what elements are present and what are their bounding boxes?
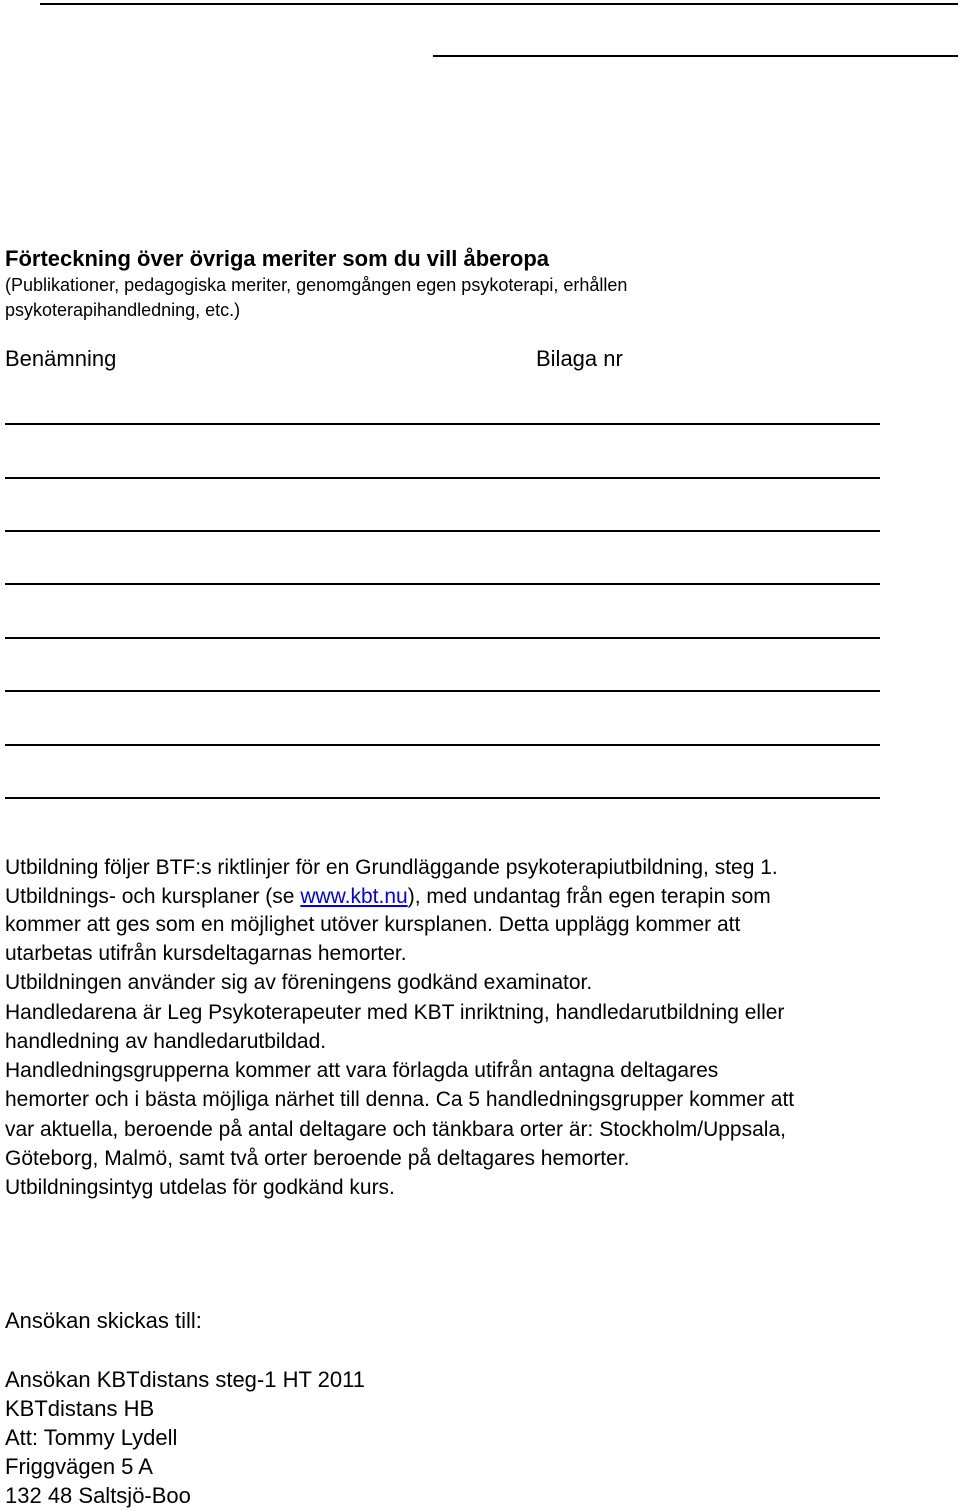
info-paragraph-3-line-1: Handledarena är Leg Psykoterapeuter med KBT inriktning, handledarutbildning eller: [5, 1001, 785, 1024]
meriter-subtitle-line-1: (Publikationer, pedagogiska meriter, genomgången egen psykoterapi, erhållen: [5, 275, 628, 295]
address-line-2: KBTdistans HB: [5, 1396, 155, 1421]
address-line-4: Friggvägen 5 A: [5, 1454, 153, 1479]
column-label-benamning: Benämning: [5, 346, 117, 371]
entry-line[interactable]: [5, 530, 880, 532]
address-line-3: Att: Tommy Lydell: [5, 1425, 178, 1450]
top-fill-line-2: [433, 55, 958, 57]
info-paragraph-4-line-2: hemorter och i bästa möjliga närhet till denna. Ca 5 handledningsgrupper kommer att: [5, 1088, 795, 1111]
meriter-subtitle-line-2: psykoterapihandledning, etc.): [5, 300, 241, 320]
address-line-1: Ansökan KBTdistans steg-1 HT 2011: [5, 1367, 365, 1392]
info-paragraph-4-line-3: var aktuella, beroende på antal deltagare och tänkbara orter är: Stockholm/Uppsala,: [5, 1118, 786, 1141]
entry-line[interactable]: [5, 423, 880, 425]
entry-line[interactable]: [5, 797, 880, 799]
entry-line[interactable]: [5, 583, 880, 585]
column-label-bilaga-nr: Bilaga nr: [536, 346, 623, 371]
entry-line[interactable]: [5, 744, 880, 746]
info-paragraph-4-line-1: Handledningsgrupperna kommer att vara förlagda utifrån antagna deltagares: [5, 1059, 719, 1082]
info-text: Utbildnings- och kursplaner (se: [5, 885, 301, 908]
info-paragraph-5: Utbildningsintyg utdelas för godkänd kurs.: [5, 1176, 395, 1199]
entry-line[interactable]: [5, 637, 880, 639]
entry-line[interactable]: [5, 477, 880, 479]
entry-line[interactable]: [5, 690, 880, 692]
meriter-heading: Förteckning över övriga meriter som du vill åberopa: [5, 246, 550, 271]
address-line-5: 132 48 Saltsjö-Boo: [5, 1483, 191, 1508]
top-fill-line-1: [40, 3, 958, 5]
info-paragraph-1-line-3: kommer att ges som en möjlighet utöver kursplanen. Detta upplägg kommer att: [5, 913, 741, 936]
info-paragraph-3-line-2: handledning av handledarutbildad.: [5, 1030, 327, 1053]
address-label: Ansökan skickas till:: [5, 1308, 202, 1333]
kbt-website-link[interactable]: www.kbt.nu: [300, 885, 408, 908]
info-text: ), med undantag från egen terapin som: [407, 885, 771, 908]
info-paragraph-2: Utbildningen använder sig av föreningens godkänd examinator.: [5, 971, 593, 994]
info-paragraph-4-line-4: Göteborg, Malmö, samt två orter beroende på deltagares hemorter.: [5, 1147, 630, 1170]
info-paragraph-1-line-4: utarbetas utifrån kursdeltagarnas hemorter.: [5, 942, 407, 965]
info-paragraph-1-line-2: [5, 885, 771, 909]
info-paragraph-1-line-1: Utbildning följer BTF:s riktlinjer för en Grundläggande psykoterapiutbildning, steg 1.: [5, 856, 778, 879]
